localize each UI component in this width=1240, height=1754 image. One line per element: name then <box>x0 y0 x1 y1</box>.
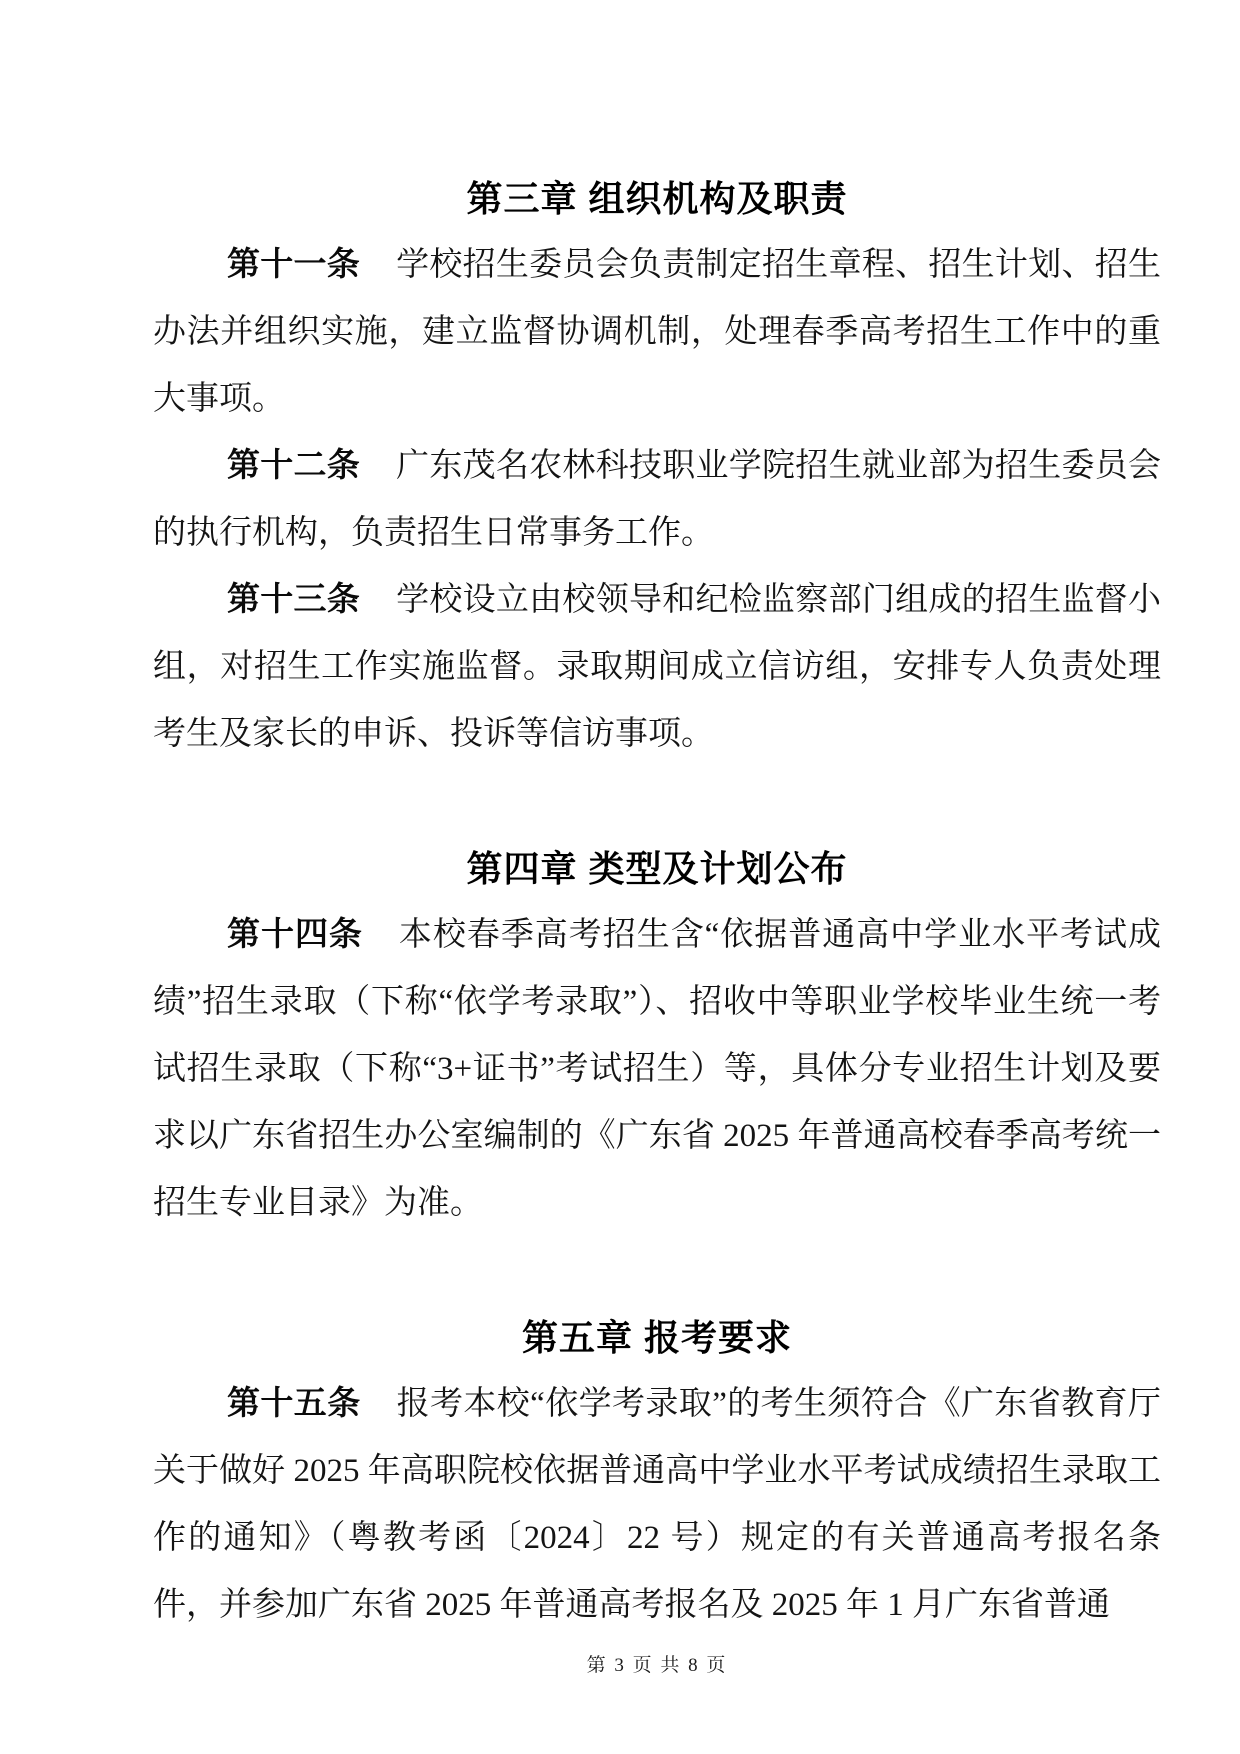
article-text: 本校春季高考招生含“依据普通高中学业水平考试成绩”招生录取（下称“依学考录取”）、招收中等职业学校毕业生统一考试招生录取（下称“3+证书”考试招生）等，具体分专业招生计划及要求以广东省招生办公室编制的《广东省 2025 年普通高校春季高考统一招生专业目录》为准。 <box>153 917 1161 1221</box>
article-paragraph <box>153 433 1161 567</box>
article-paragraph <box>153 902 1161 1237</box>
chapter-section-5 <box>153 1304 1161 1639</box>
chapter-section-3 <box>153 165 1161 768</box>
article-text: 学校招生委员会负责制定招生章程、招生计划、招生办法并组织实施，建立监督协调机制，处理春季高考招生工作中的重大事项。 <box>153 247 1162 417</box>
article-number: 第十五条 <box>227 1386 361 1422</box>
chapter-section-4 <box>153 835 1161 1237</box>
article-paragraph <box>153 1371 1161 1639</box>
chapter-title: 第三章 组织机构及职责 <box>466 178 848 219</box>
document-content <box>153 165 1161 1639</box>
article-number: 第十三条 <box>227 582 361 618</box>
article-number: 第十四条 <box>227 917 363 953</box>
article-number: 第十一条 <box>227 247 361 283</box>
page-number-text: 第 3 页 共 8 页 <box>586 1655 728 1676</box>
page-footer <box>153 1650 1161 1677</box>
article-paragraph <box>153 232 1161 433</box>
article-text: 广东茂名农林科技职业学院招生就业部为招生委员会的执行机构，负责招生日常事务工作。 <box>153 448 1162 551</box>
article-text: 报考本校“依学考录取”的考生须符合《广东省教育厅关于做好 2025 年高职院校依据普通高中学业水平考试成绩招生录取工作的通知》（粤教考函〔2024〕22 号）规定的有关普通高考报名条件，并参加广东省 2025 年普通高考报名及 2025 年 1 月广东省普通 <box>153 1386 1162 1623</box>
chapter-title: 第四章 类型及计划公布 <box>466 848 848 889</box>
article-number: 第十二条 <box>227 448 361 484</box>
chapter-title: 第五章 报考要求 <box>521 1317 792 1358</box>
article-paragraph <box>153 567 1161 768</box>
article-text: 学校设立由校领导和纪检监察部门组成的招生监督小组，对招生工作实施监督。录取期间成立信访组，安排专人负责处理考生及家长的申诉、投诉等信访事项。 <box>153 582 1162 752</box>
